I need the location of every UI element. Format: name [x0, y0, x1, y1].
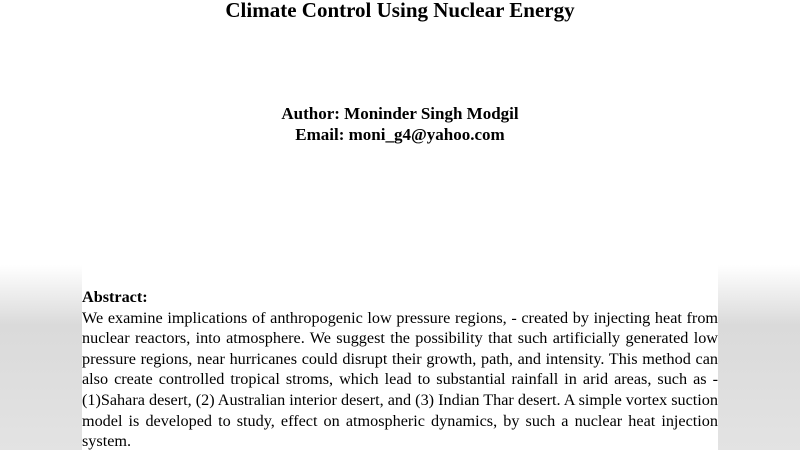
abstract-section — [82, 287, 718, 452]
abstract-heading: Abstract: — [82, 288, 148, 306]
author-block — [0, 103, 800, 145]
author-line: Author: Moninder Singh Modgil — [281, 104, 519, 123]
email-line: Email: moni_g4@yahoo.com — [295, 125, 505, 144]
paper-title: Climate Control Using Nuclear Energy — [225, 0, 575, 22]
abstract-body: We examine implications of anthropogenic low pressure regions, - created by injecting heat from nuclear reactors, into atmosphere. We suggest the possibility that such artificially generated low pressure regions, near hurricanes could disrupt their growth, path, and intensity. This method can also create controlled tropical stroms, which lead to substantial rainfall in arid areas, such as - (1)Sahara desert, (2) Australian interior desert, and (3) Indian Thar desert. A simple vortex suction model is developed to study, effect on atmospheric dynamics, by such a nuclear heat injection system. — [82, 308, 718, 451]
